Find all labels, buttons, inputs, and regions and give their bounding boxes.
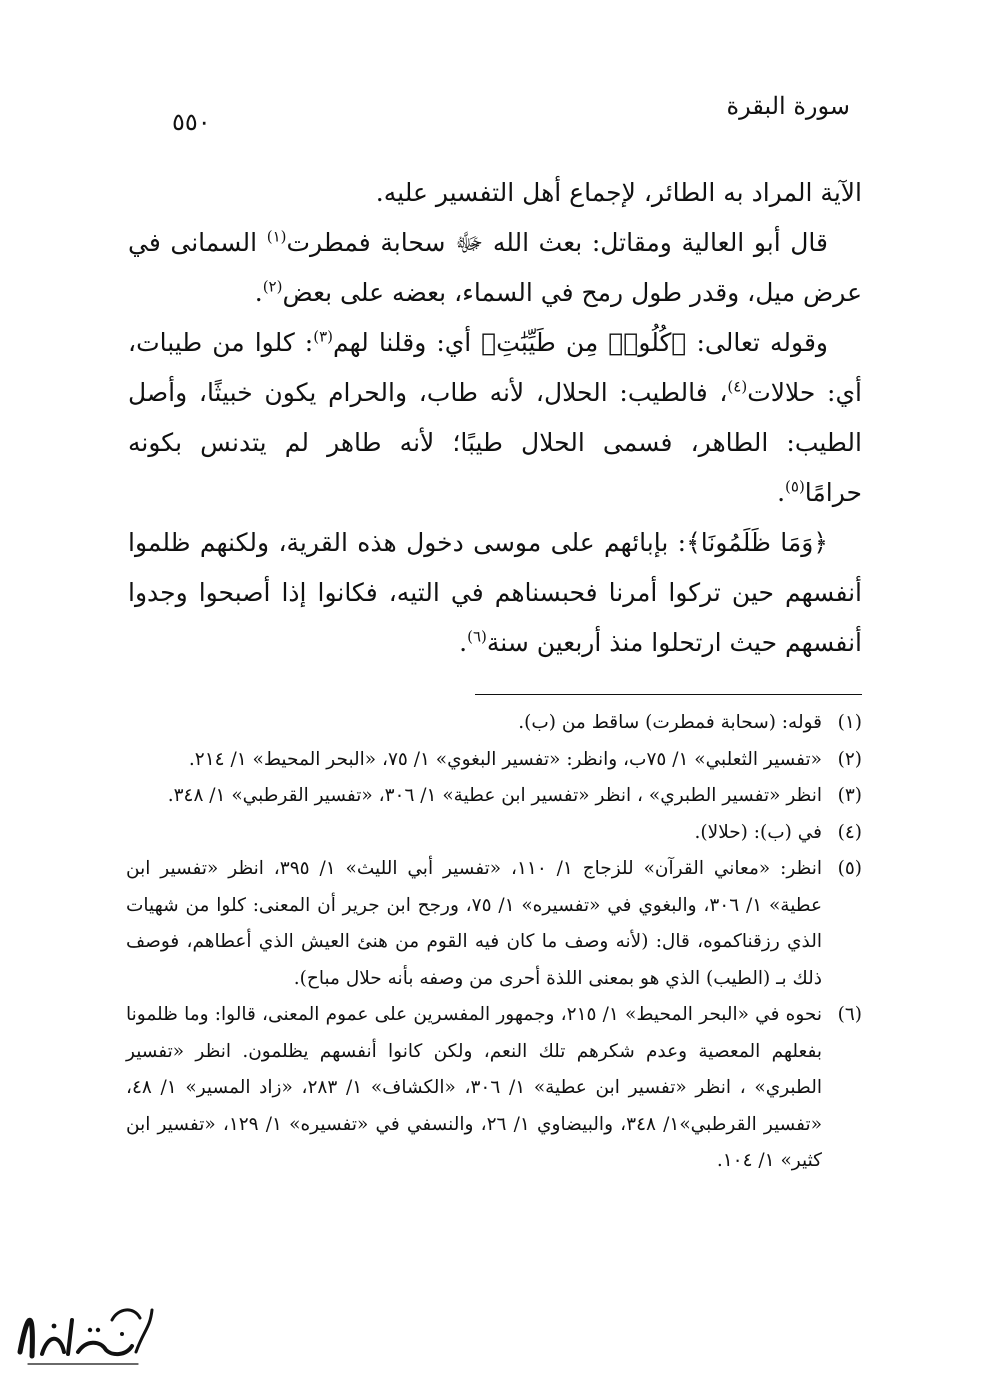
footnote-number: (٦) <box>837 1004 862 1025</box>
paragraph-4-text-a: ﴿وَمَا ظَلَمُونَا﴾: بإبائهم على موسى دخول هذه القرية، ولكنهم ظلموا أنفسهم حين تركوا أمرنا فحبسناهم في التيه، فكانوا إذا أصبحوا وجدوا أنفسهم حيث ارتحلوا منذ أربعين سنة <box>128 528 862 657</box>
footnote-text: «تفسير الثعلبي» ١/ ٧٥ب، وانظر: «تفسير البغوي» ١/ ٧٥، «البحر المحيط» ١/ ٢١٤. <box>188 748 822 770</box>
footnotes <box>126 705 862 1180</box>
publisher-logo-icon <box>8 1290 158 1372</box>
surah-title: سورة البقرة <box>726 92 850 120</box>
footnote-4 <box>126 815 862 852</box>
footnote-2 <box>126 742 862 779</box>
footnote-number: (٣) <box>837 785 862 806</box>
paragraph-2-text-c: . <box>254 278 263 307</box>
footnote-text: نحوه في «البحر المحيط» ١/ ٢١٥، وجمهور المفسرين على عموم المعنى، قالوا: وما ظلمونا بفعلهم المعصية وعدم شكرهم تلك النعم، ولكن كانوا أنفسهم يظلمون. انظر «تفسير الطبري» ، انظر «تفسير ابن عطية» ١/ ٣٠٦، «الكشاف» ١/ ٢٨٣، «زاد المسير» ١/ ٤٨، «تفسير القرطبي»١/ ٣٤٨، والبيضاوي ١/ ٢٦، والنسفي في «تفسيره» ١/ ١٢٩، «تفسير ابن كثير» ١/ ١٠٤. <box>126 1004 823 1171</box>
footnote-number: (٤) <box>837 821 862 843</box>
paragraph-3 <box>128 318 862 518</box>
footnote-ref-3[interactable]: (٣) <box>313 327 333 346</box>
paragraph-1 <box>128 168 862 218</box>
footnote-ref-2[interactable]: (٢) <box>262 277 283 296</box>
footnote-ref-6[interactable]: (٦) <box>467 627 487 646</box>
footnote-5 <box>126 851 862 997</box>
paragraph-2-text-b: السمانى في عرض ميل، وقدر طول رمح في السماء، بعضه على بعض <box>128 228 862 307</box>
paragraph-2-text-a: قال أبو العالية ومقاتل: بعث الله ﷻ سحابة فمطرت <box>286 228 828 257</box>
paragraph-4 <box>128 518 862 668</box>
footnote-text: قوله: (سحابة فمطرت) ساقط من (ب). <box>518 712 822 733</box>
paragraph-3-text-d: . <box>777 478 786 507</box>
footnote-divider <box>475 694 862 695</box>
paragraph-1-text: الآية المراد به الطائر، لإجماع أهل التفسير عليه. <box>375 178 862 207</box>
paragraph-3-text-b: : كلوا من طيبات، أي: حلالات <box>128 328 862 407</box>
paragraph-3-text-c: ، فالطيب: الحلال، لأنه طاب، والحرام يكون خبيثًا، وأصل الطيب: الطاهر، فسمى الحلال طيبًا؛ لأنه طاهر لم يتدنس بكونه حرامًا <box>128 378 862 507</box>
footnote-1 <box>126 705 862 742</box>
footnote-ref-5[interactable]: (٥) <box>785 477 805 496</box>
footnote-text: في (ب): (حلالا). <box>694 821 822 843</box>
footnote-number: (٢) <box>837 748 862 770</box>
main-text <box>128 168 862 668</box>
footnote-3 <box>126 778 862 815</box>
footnote-ref-4[interactable]: (٤) <box>727 377 748 396</box>
paragraph-2 <box>128 218 862 318</box>
footnote-text: انظر: «معاني القرآن» للزجاج ١/ ١١٠، «تفسير أبي الليث» ١/ ٣٩٥، انظر «تفسير ابن عطية» ١/ ٣٠٦، والبغوي في «تفسيره» ١/ ٧٥، ورجح ابن جرير أن المعنى: كلوا من شهيات الذي رزقناكموه، قال: (لأنه وصف ما كان فيه القوم من هنئ العيش الذي أعطاهم، فوصف ذلك بـ (الطيب) الذي هو بمعنى اللذة أحرى من وصفه بأنه حلال مباح). <box>126 858 822 989</box>
paragraph-3-text-a: وقوله تعالى: ﴿كُلُوا۟ مِن طَيِّبَٰتِ﴾ أي: وقلنا لهم <box>333 328 828 357</box>
footnote-text: انظر «تفسير الطبري» ، انظر «تفسير ابن عطية» ١/ ٣٠٦، «تفسير القرطبي» ١/ ٣٤٨. <box>167 785 822 806</box>
footnote-number: (١) <box>837 712 862 733</box>
footnote-ref-1[interactable]: (١) <box>266 227 287 246</box>
page-number: ٥٥٠ <box>172 108 211 136</box>
paragraph-4-text-b: . <box>459 628 468 657</box>
footnote-number: (٥) <box>837 858 862 879</box>
footnote-6 <box>126 997 862 1180</box>
